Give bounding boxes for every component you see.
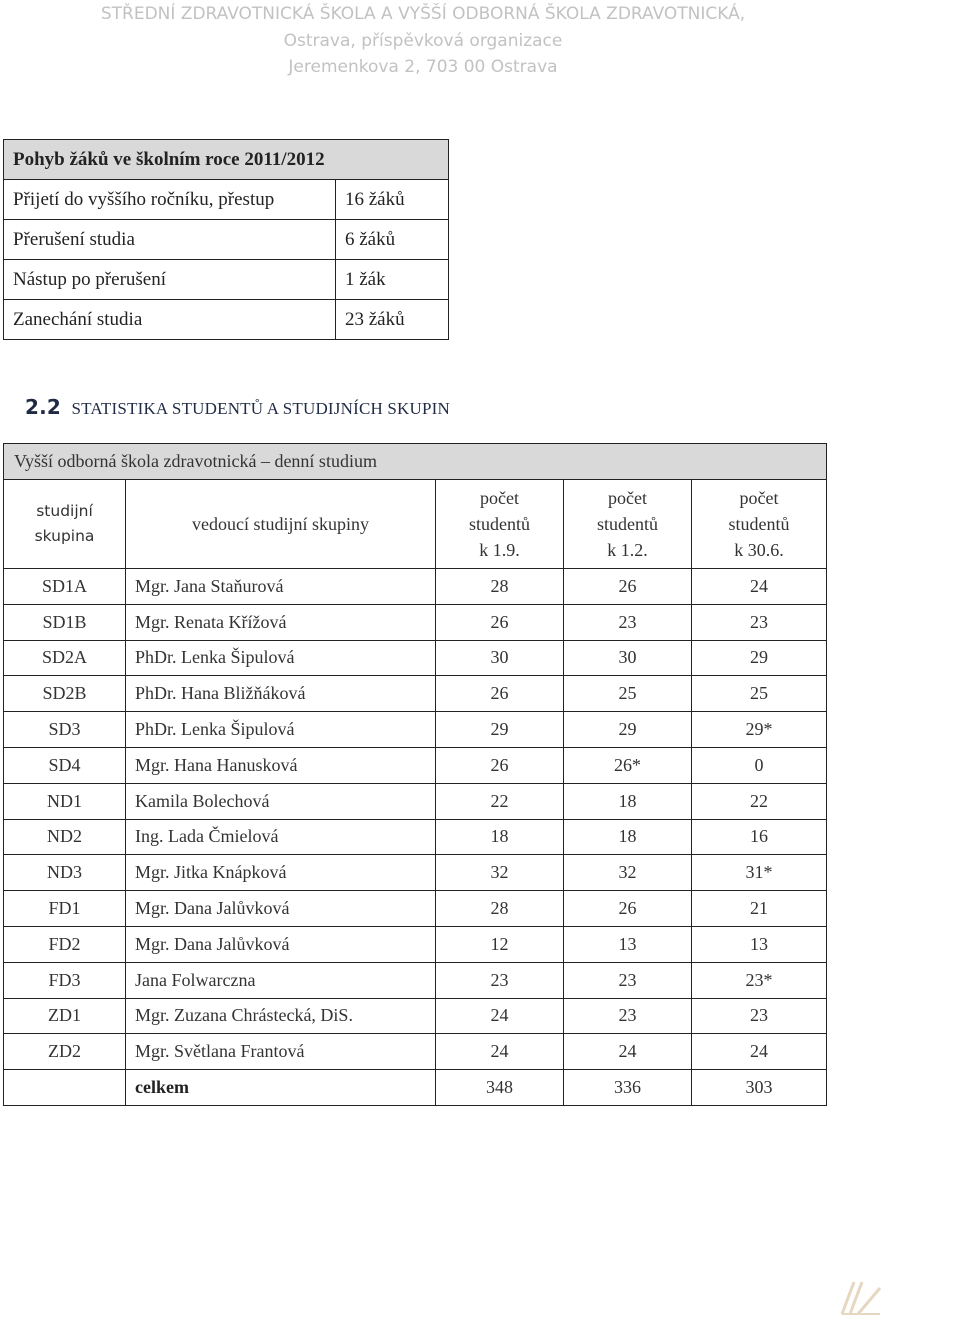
section-number: 2.2 xyxy=(25,395,62,419)
count-feb-cell: 23 xyxy=(564,962,692,998)
count-jun-cell: 23* xyxy=(692,962,827,998)
table-row xyxy=(4,783,827,819)
header-school-name: STŘEDNÍ ZDRAVOTNICKÁ ŠKOLA A VYŠŠÍ ODBORNÁ ŠKOLA ZDRAVOTNICKÁ, xyxy=(100,4,746,24)
table-row xyxy=(4,747,827,783)
student-movement-table xyxy=(3,139,449,340)
movement-value: 23 žáků xyxy=(336,300,449,340)
leader-cell: Mgr. Renata Křížová xyxy=(126,604,436,640)
table-row xyxy=(4,569,827,605)
header-line: k 1.2. xyxy=(607,540,648,560)
header-group xyxy=(4,480,126,569)
header-line: studentů xyxy=(469,514,530,534)
section-heading xyxy=(25,395,450,420)
group-cell: ZD1 xyxy=(4,998,126,1034)
student-statistics-table xyxy=(3,443,827,1106)
total-label: celkem xyxy=(126,1070,436,1106)
count-jun-cell: 31* xyxy=(692,855,827,891)
header-line: počet xyxy=(739,488,779,508)
table-row xyxy=(4,1034,827,1070)
movement-label: Nástup po přerušení xyxy=(4,260,336,300)
table-row xyxy=(4,640,827,676)
count-feb-cell: 26 xyxy=(564,569,692,605)
leader-cell: PhDr. Hana Bližňáková xyxy=(126,676,436,712)
count-feb-cell: 26 xyxy=(564,891,692,927)
movement-value: 1 žák xyxy=(336,260,449,300)
header-line: počet xyxy=(608,488,647,508)
leader-cell: Mgr. Dana Jalůvková xyxy=(126,891,436,927)
count-jun-cell: 0 xyxy=(692,747,827,783)
total-empty xyxy=(4,1070,126,1106)
group-cell: SD3 xyxy=(4,712,126,748)
header-line: studentů xyxy=(597,514,658,534)
table-row xyxy=(4,891,827,927)
table-row xyxy=(4,855,827,891)
count-jun-cell: 21 xyxy=(692,891,827,927)
header-leader: vedoucí studijní skupiny xyxy=(126,480,436,569)
header-group-line: skupina xyxy=(34,527,95,545)
count-feb-cell: 13 xyxy=(564,926,692,962)
count-sep-cell: 24 xyxy=(436,1034,564,1070)
count-sep-cell: 29 xyxy=(436,712,564,748)
count-feb-cell: 24 xyxy=(564,1034,692,1070)
table-row xyxy=(4,604,827,640)
leader-cell: PhDr. Lenka Šipulová xyxy=(126,712,436,748)
total-c2: 336 xyxy=(564,1070,692,1106)
count-jun-cell: 24 xyxy=(692,1034,827,1070)
count-feb-cell: 23 xyxy=(564,604,692,640)
count-feb-cell: 25 xyxy=(564,676,692,712)
count-jun-cell: 13 xyxy=(692,926,827,962)
count-sep-cell: 26 xyxy=(436,676,564,712)
table-row xyxy=(4,998,827,1034)
count-jun-cell: 24 xyxy=(692,569,827,605)
header-group-line: studijní xyxy=(36,502,93,520)
leader-cell: PhDr. Lenka Šipulová xyxy=(126,640,436,676)
table-row xyxy=(4,819,827,855)
corner-logo-icon xyxy=(836,1278,886,1318)
group-cell: SD4 xyxy=(4,747,126,783)
table-row xyxy=(4,926,827,962)
section-title: STATISTIKA STUDENTŮ A STUDIJNÍCH SKUPIN xyxy=(71,399,451,418)
count-sep-cell: 28 xyxy=(436,569,564,605)
count-feb-cell: 26* xyxy=(564,747,692,783)
count-jun-cell: 25 xyxy=(692,676,827,712)
count-jun-cell: 29 xyxy=(692,640,827,676)
count-jun-cell: 29* xyxy=(692,712,827,748)
header-line: k 1.9. xyxy=(479,540,520,560)
movement-label: Zanechání studia xyxy=(4,300,336,340)
total-c3: 303 xyxy=(692,1070,827,1106)
count-jun-cell: 23 xyxy=(692,998,827,1034)
count-sep-cell: 23 xyxy=(436,962,564,998)
header-line: k 30.6. xyxy=(734,540,784,560)
leader-cell: Kamila Bolechová xyxy=(126,783,436,819)
group-cell: FD1 xyxy=(4,891,126,927)
group-cell: ND2 xyxy=(4,819,126,855)
group-cell: SD1B xyxy=(4,604,126,640)
count-sep-cell: 30 xyxy=(436,640,564,676)
count-feb-cell: 18 xyxy=(564,819,692,855)
leader-cell: Ing. Lada Čmielová xyxy=(126,819,436,855)
count-sep-cell: 22 xyxy=(436,783,564,819)
group-cell: FD2 xyxy=(4,926,126,962)
count-feb-cell: 32 xyxy=(564,855,692,891)
header-count-sep xyxy=(436,480,564,569)
leader-cell: Mgr. Jitka Knápková xyxy=(126,855,436,891)
group-cell: ZD2 xyxy=(4,1034,126,1070)
group-cell: SD2B xyxy=(4,676,126,712)
count-sep-cell: 12 xyxy=(436,926,564,962)
leader-cell: Jana Folwarczna xyxy=(126,962,436,998)
group-cell: ND1 xyxy=(4,783,126,819)
total-row xyxy=(4,1070,827,1106)
leader-cell: Mgr. Zuzana Chrástecká, DiS. xyxy=(126,998,436,1034)
count-sep-cell: 26 xyxy=(436,604,564,640)
header-organization: Ostrava, příspěvková organizace xyxy=(283,30,563,51)
count-sep-cell: 26 xyxy=(436,747,564,783)
count-jun-cell: 16 xyxy=(692,819,827,855)
leader-cell: Mgr. Hana Hanusková xyxy=(126,747,436,783)
group-cell: SD2A xyxy=(4,640,126,676)
count-feb-cell: 18 xyxy=(564,783,692,819)
table-row xyxy=(4,260,449,300)
table-row xyxy=(4,962,827,998)
count-jun-cell: 22 xyxy=(692,783,827,819)
movement-value: 16 žáků xyxy=(336,180,449,220)
group-cell: FD3 xyxy=(4,962,126,998)
table-row xyxy=(4,180,449,220)
leader-cell: Mgr. Jana Staňurová xyxy=(126,569,436,605)
table-row xyxy=(4,676,827,712)
movement-title: Pohyb žáků ve školním roce 2011/2012 xyxy=(4,140,449,180)
movement-label: Přerušení studia xyxy=(4,220,336,260)
header-address: Jeremenkova 2, 703 00 Ostrava xyxy=(288,57,558,77)
count-feb-cell: 30 xyxy=(564,640,692,676)
total-c1: 348 xyxy=(436,1070,564,1106)
table-row xyxy=(4,220,449,260)
count-sep-cell: 24 xyxy=(436,998,564,1034)
count-jun-cell: 23 xyxy=(692,604,827,640)
leader-cell: Mgr. Dana Jalůvková xyxy=(126,926,436,962)
group-cell: SD1A xyxy=(4,569,126,605)
table-row xyxy=(4,712,827,748)
movement-label: Přijetí do vyššího ročníku, přestup xyxy=(4,180,336,220)
count-sep-cell: 32 xyxy=(436,855,564,891)
stats-title: Vyšší odborná škola zdravotnická – denní studium xyxy=(4,444,827,480)
header-count-jun xyxy=(692,480,827,569)
leader-cell: Mgr. Světlana Frantová xyxy=(126,1034,436,1070)
movement-value: 6 žáků xyxy=(336,220,449,260)
header-row xyxy=(4,480,827,569)
header-line: studentů xyxy=(728,514,790,534)
count-sep-cell: 18 xyxy=(436,819,564,855)
count-feb-cell: 29 xyxy=(564,712,692,748)
count-sep-cell: 28 xyxy=(436,891,564,927)
header-count-feb xyxy=(564,480,692,569)
count-feb-cell: 23 xyxy=(564,998,692,1034)
group-cell: ND3 xyxy=(4,855,126,891)
table-row xyxy=(4,300,449,340)
header-line: počet xyxy=(480,488,519,508)
page-header xyxy=(0,0,846,81)
